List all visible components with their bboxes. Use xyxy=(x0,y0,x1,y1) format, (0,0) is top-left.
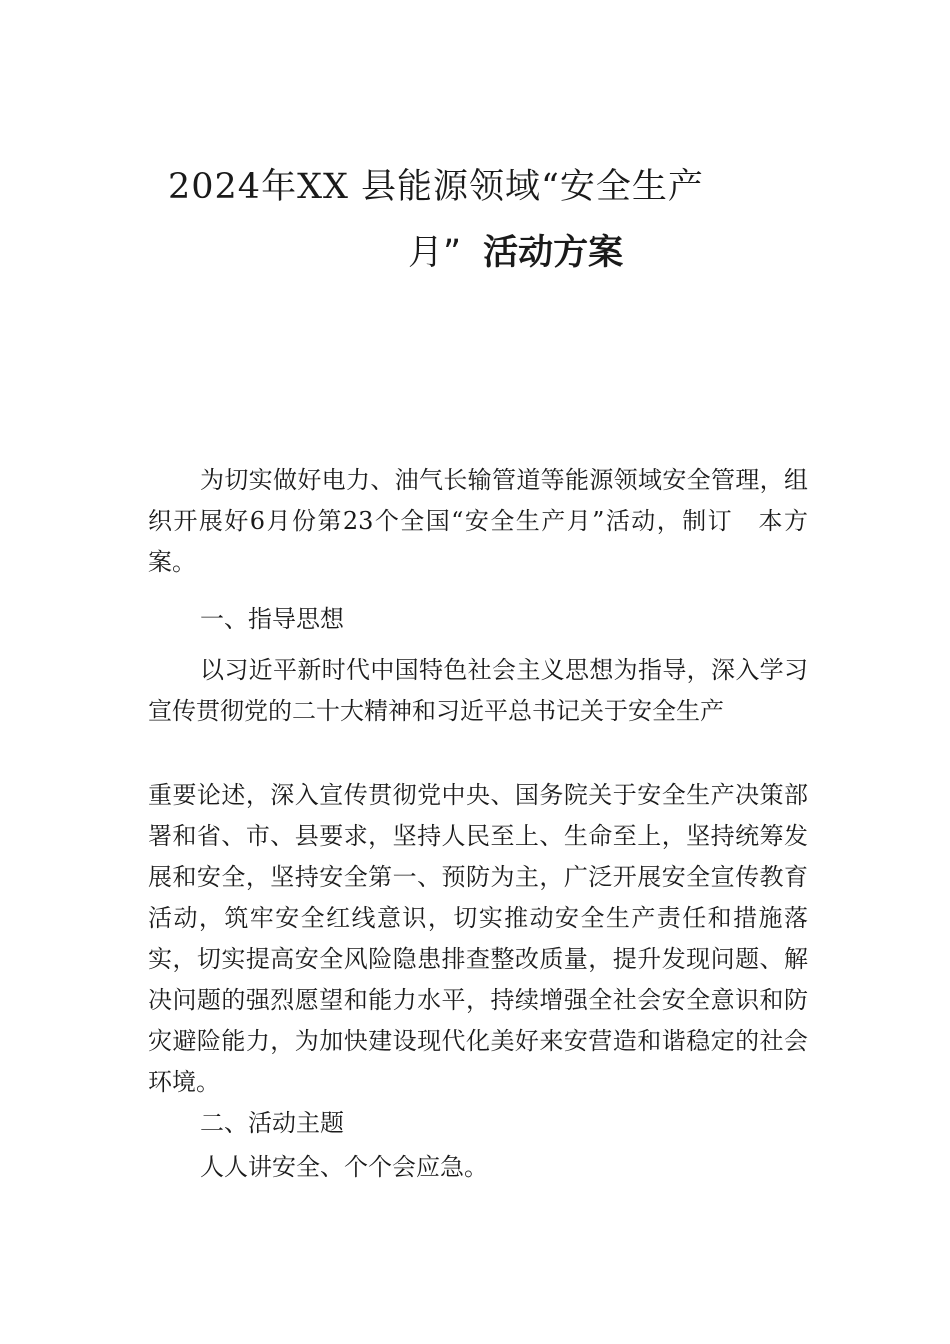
section1-paragraph-start: 以习近平新时代中国特色社会主义思想为指导，深入学习宣传贯彻党的二十大精神和习近平总书记关于安全生产 xyxy=(148,656,808,725)
title-line2-part1: 月” xyxy=(408,233,462,273)
intro-paragraph: 为切实做好电力、油气长输管道等能源领域安全管理，组织开展好6月份第23个全国“安全生产月”活动，制订 本方案。 xyxy=(148,466,808,576)
section2-theme-text: 人人讲安全、个个会应急。 xyxy=(200,1153,488,1181)
section2-heading: 二、活动主题 xyxy=(200,1109,344,1137)
document-title-line2 xyxy=(408,233,624,273)
document-title-line1: 2024年XX 县能源领域“安全生产 xyxy=(168,167,704,207)
section1-paragraph-continued: 重要论述，深入宣传贯彻党中央、国务院关于安全生产决策部署和省、市、县要求，坚持人民至上、生命至上，坚持统筹发展和安全，坚持安全第一、预防为主，广泛开展安全宣传教育活动，筑牢安全红线意识，切实推动安全生产责任和措施落实，切实提高安全风险隐患排查整改质量，提升发现问题、解决问题的强烈愿望和能力水平，持续增强全社会安全意识和防灾避险能力，为加快建设现代化美好来安营造和谐稳定的社会环境。 xyxy=(148,781,808,1096)
section1-heading: 一、指导思想 xyxy=(200,605,344,633)
title-line2-part2: 活动方案 xyxy=(483,233,624,273)
